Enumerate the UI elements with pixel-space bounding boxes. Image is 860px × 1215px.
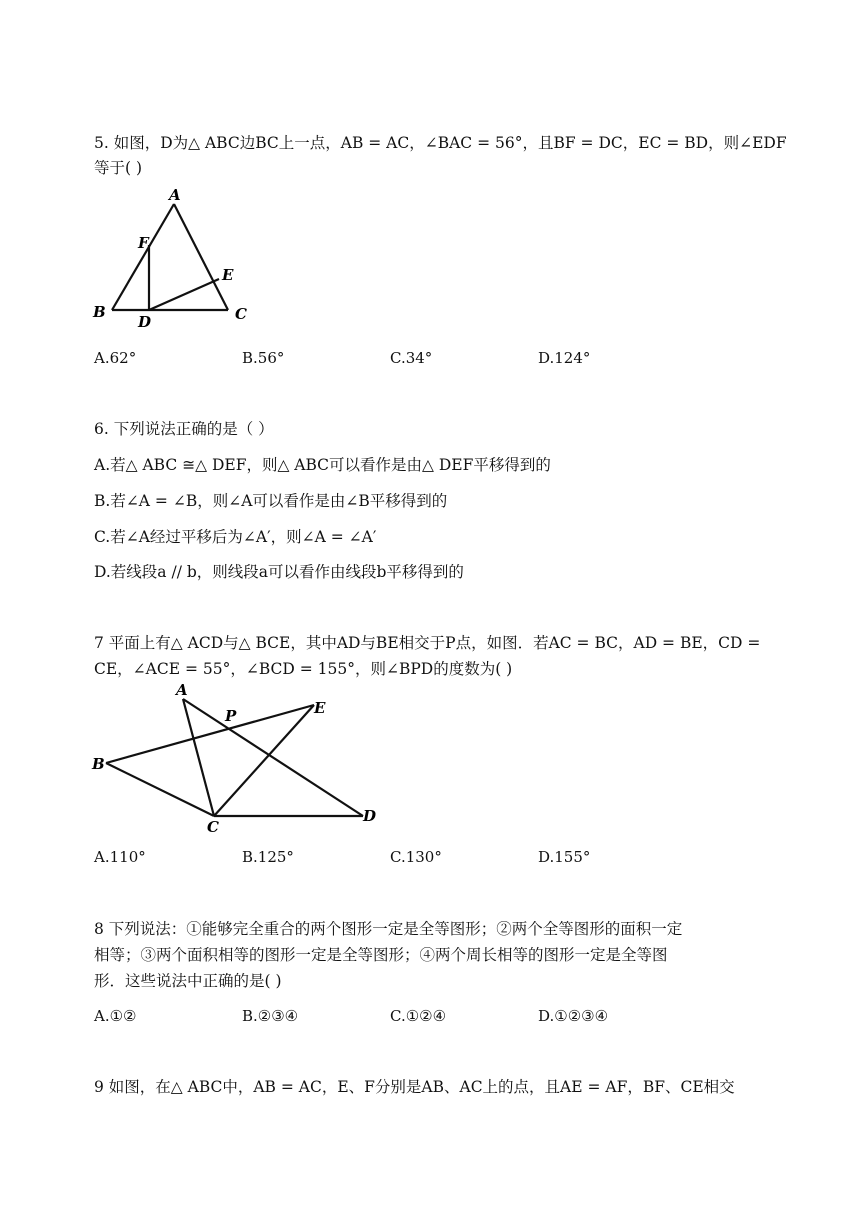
q5-stem-line1: 5. 如图，D为△ ABC边BC上一点，AB = AC，∠BAC = 56°，且BF = DC，EC = BD，则∠EDF <box>94 134 787 152</box>
q7-label-a: A <box>176 681 188 699</box>
q7-stem-line2: CE，∠ACE = 55°，∠BCD = 155°，则∠BPD的度数为( ) <box>94 660 513 678</box>
q8-option-b[interactable]: B.②③④ <box>242 1007 299 1025</box>
q8-option-a[interactable]: A.①② <box>94 1007 137 1025</box>
q6-option-d[interactable]: D.若线段a // b，则线段a可以看作由线段b平移得到的 <box>94 563 464 581</box>
q5-stem-line2: 等于( ) <box>94 159 143 177</box>
q7-option-c[interactable]: C.130° <box>390 848 442 866</box>
q5-option-d[interactable]: D.124° <box>538 349 591 367</box>
q8-stem-line2: 相等；③两个面积相等的图形一定是全等图形；④两个周长相等的图形一定是全等图 <box>94 946 668 964</box>
q6-option-a[interactable]: A.若△ ABC ≅△ DEF，则△ ABC可以看作是由△ DEF平移得到的 <box>94 456 551 474</box>
q5-option-c[interactable]: C.34° <box>390 349 433 367</box>
q7-label-d: D <box>363 807 377 825</box>
q5-figure <box>88 182 258 332</box>
q6-option-b[interactable]: B.若∠A = ∠B，则∠A可以看作是由∠B平移得到的 <box>94 492 448 510</box>
q7-label-e: E <box>314 699 326 717</box>
q5-label-d: D <box>138 313 152 331</box>
q7-segment-bc <box>106 763 214 816</box>
q8-stem-line1: 8 下列说法：①能够完全重合的两个图形一定是全等图形；②两个全等图形的面积一定 <box>94 920 683 938</box>
q5-label-a: A <box>169 186 181 204</box>
q8-options <box>94 1007 794 1027</box>
q5-label-c: C <box>235 305 247 323</box>
q7-label-b: B <box>92 755 105 773</box>
q9-stem-line1: 9 如图，在△ ABC中，AB = AC，E、F分别是AB、AC上的点，且AE = AF，BF、CE相交 <box>94 1078 735 1096</box>
q7-option-b[interactable]: B.125° <box>242 848 294 866</box>
q5-label-b: B <box>93 303 106 321</box>
q5-label-f: F <box>138 234 149 252</box>
q5-label-e: E <box>222 266 234 284</box>
q7-figure <box>88 680 388 838</box>
q5-options <box>94 349 794 369</box>
q8-option-c[interactable]: C.①②④ <box>390 1007 447 1025</box>
q5-option-a[interactable]: A.62° <box>94 349 137 367</box>
q7-label-c: C <box>207 818 219 836</box>
q8-option-d[interactable]: D.①②③④ <box>538 1007 609 1025</box>
q5-side-ab <box>112 204 174 310</box>
q6-option-c[interactable]: C.若∠A经过平移后为∠A′，则∠A = ∠A′ <box>94 528 377 546</box>
q6-stem: 6. 下列说法正确的是（ ） <box>94 420 274 438</box>
q8-stem-line3: 形．这些说法中正确的是( ) <box>94 972 282 990</box>
q7-label-p: P <box>225 707 237 725</box>
q5-option-b[interactable]: B.56° <box>242 349 285 367</box>
q7-options <box>94 848 794 868</box>
q7-stem-line1: 7 平面上有△ ACD与△ BCE，其中AD与BE相交于P点，如图．若AC = BC，AD = BE，CD = <box>94 634 761 652</box>
q5-segment-de <box>149 279 219 310</box>
q5-side-ac <box>174 204 228 310</box>
q7-segment-be <box>106 705 314 763</box>
q7-option-d[interactable]: D.155° <box>538 848 591 866</box>
q7-option-a[interactable]: A.110° <box>94 848 146 866</box>
